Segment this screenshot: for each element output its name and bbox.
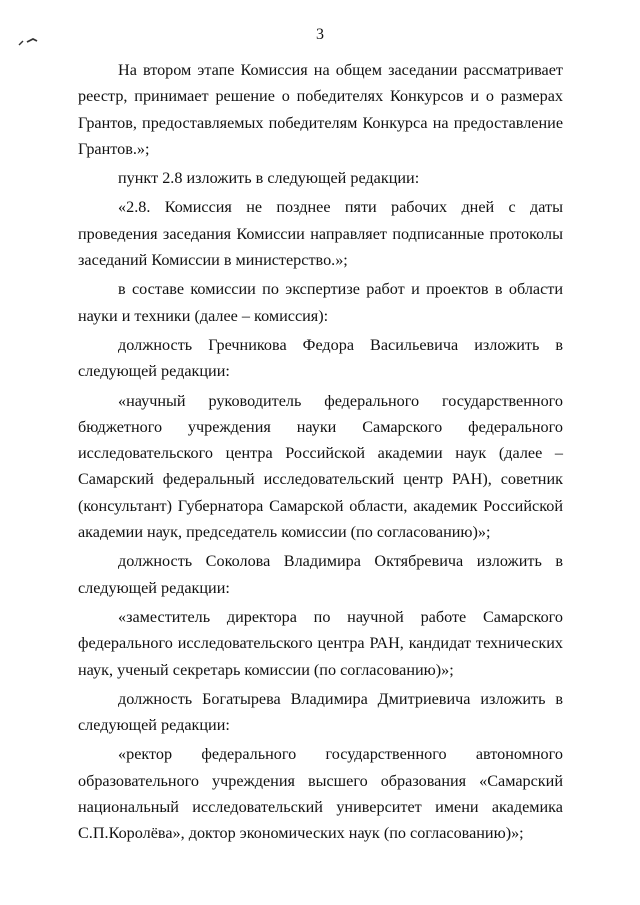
paragraph-bogatyrev-position: «ректор федерального государственного автономного образовательного учреждения высшего образования «Самарский национальный исследовательский университет имени академика С.П.Королёва», доктор экономических наук (по согласованию)»; <box>78 745 563 843</box>
paragraph-sokolov-position: «заместитель директора по научной работе Самарского федерального исследовательского центра РАН, кандидат технических наук, ученый секретарь комиссии (по согласованию)»; <box>78 607 563 679</box>
paragraph-commission-composition: в составе комиссии по экспертизе работ и проектов в области науки и техники (далее – комиссия): <box>78 280 563 325</box>
paragraph-bogatyrev-intro: должность Богатырева Владимира Дмитриевича изложить в следующей редакции: <box>78 689 563 735</box>
paragraph-sokolov-intro: должность Соколова Владимира Октябревича изложить в следующей редакции: <box>78 552 563 597</box>
paragraph-item-2-8-text: «2.8. Комиссия не позднее пяти рабочих дней с даты проведения заседания Комиссии направляет подписанные протоколы заседаний Комиссии в министерство.»; <box>78 198 563 270</box>
paragraph-item-2-8-intro: пункт 2.8 изложить в следующей редакции: <box>118 169 420 188</box>
paragraph-grechnikov-position: «научный руководитель федерального государственного бюджетного учреждения науки Самарского федерального исследовательского центра Российской академии наук (далее – Самарский федеральный исследовательский центр РАН), советник (консультант) Губернатора Самарской области, академик Российской академии наук, председатель комиссии (по согласованию)»; <box>78 391 563 542</box>
paragraph-grechnikov-intro: должность Гречникова Федора Васильевича изложить в следующей редакции: <box>78 335 563 381</box>
paragraph-commission-second-stage: На втором этапе Комиссия на общем заседании рассматривает реестр, принимает решение о победителях Конкурсов и о размерах Грантов, предоставляемых победителям Конкурса на предоставление Грантов.»; <box>78 61 563 158</box>
page-number: 3 <box>316 26 324 43</box>
document-body <box>78 57 563 847</box>
